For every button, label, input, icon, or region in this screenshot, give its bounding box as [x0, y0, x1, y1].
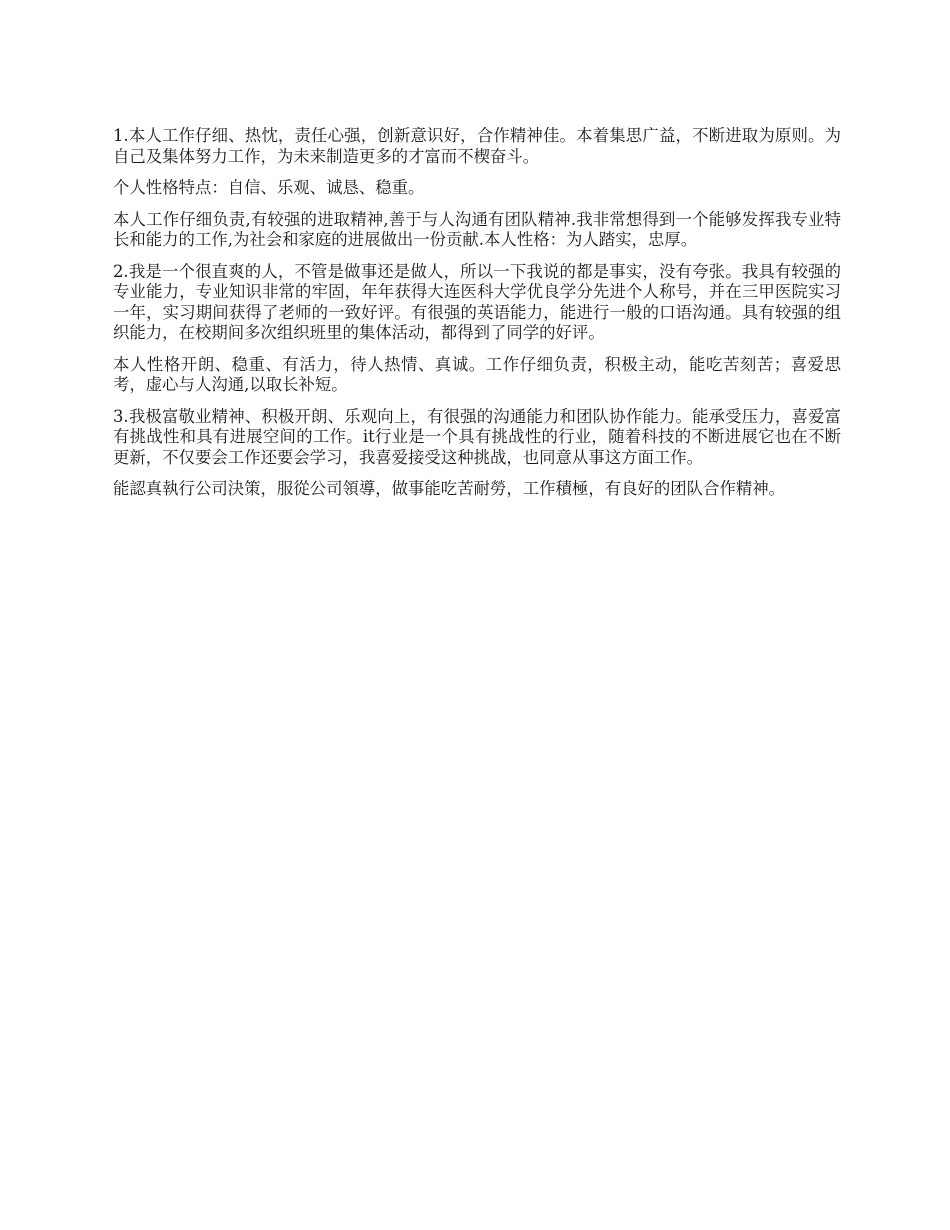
paragraph-3: 本人工作仔细负责,有较强的进取精神,善于与人沟通有团队精神.我非常想得到一个能够发挥我专业特长和能力的工作,为社会和家庭的进展做出一份贡献.本人性格：为人踏实，忠厚。: [113, 209, 841, 249]
paragraph-4: 2.我是一个很直爽的人，不管是做事还是做人，所以一下我说的都是事实，没有夸张。我具有较强的专业能力，专业知识非常的牢固，年年获得大连医科大学优良学分先进个人称号，并在三甲医院实习一年，实习期间获得了老师的一致好评。有很强的英语能力，能进行一般的口语沟通。具有较强的组织能力，在校期间多次组织班里的集体活动，都得到了同学的好评。: [113, 261, 841, 342]
paragraph-6: 3.我极富敬业精神、积极开朗、乐观向上，有很强的沟通能力和团队协作能力。能承受压力，喜爱富有挑战性和具有进展空间的工作。it行业是一个具有挑战性的行业，随着科技的不断进展它也在不断更新，不仅要会工作还要会学习，我喜爱接受这种挑战，也同意从事这方面工作。: [113, 406, 841, 467]
paragraph-2: 个人性格特点：自信、乐观、诚恳、稳重。: [113, 178, 425, 197]
paragraph-1: 1.本人工作仔细、热忱，责任心强，创新意识好，合作精神佳。本着集思广益，不断进取为原则。为自己及集体努力工作，为未来制造更多的才富而不楔奋斗。: [113, 126, 841, 166]
document-body: [113, 126, 841, 511]
paragraph-5: 本人性格开朗、稳重、有活力，待人热情、真诚。工作仔细负责，积极主动，能吃苦刻苦；喜爱思考，虚心与人沟通,以取长补短。: [113, 354, 841, 394]
paragraph-7: 能認真執行公司決策，服從公司領導，做事能吃苦耐勞，工作積極，有良好的团队合作精神。: [113, 479, 786, 498]
